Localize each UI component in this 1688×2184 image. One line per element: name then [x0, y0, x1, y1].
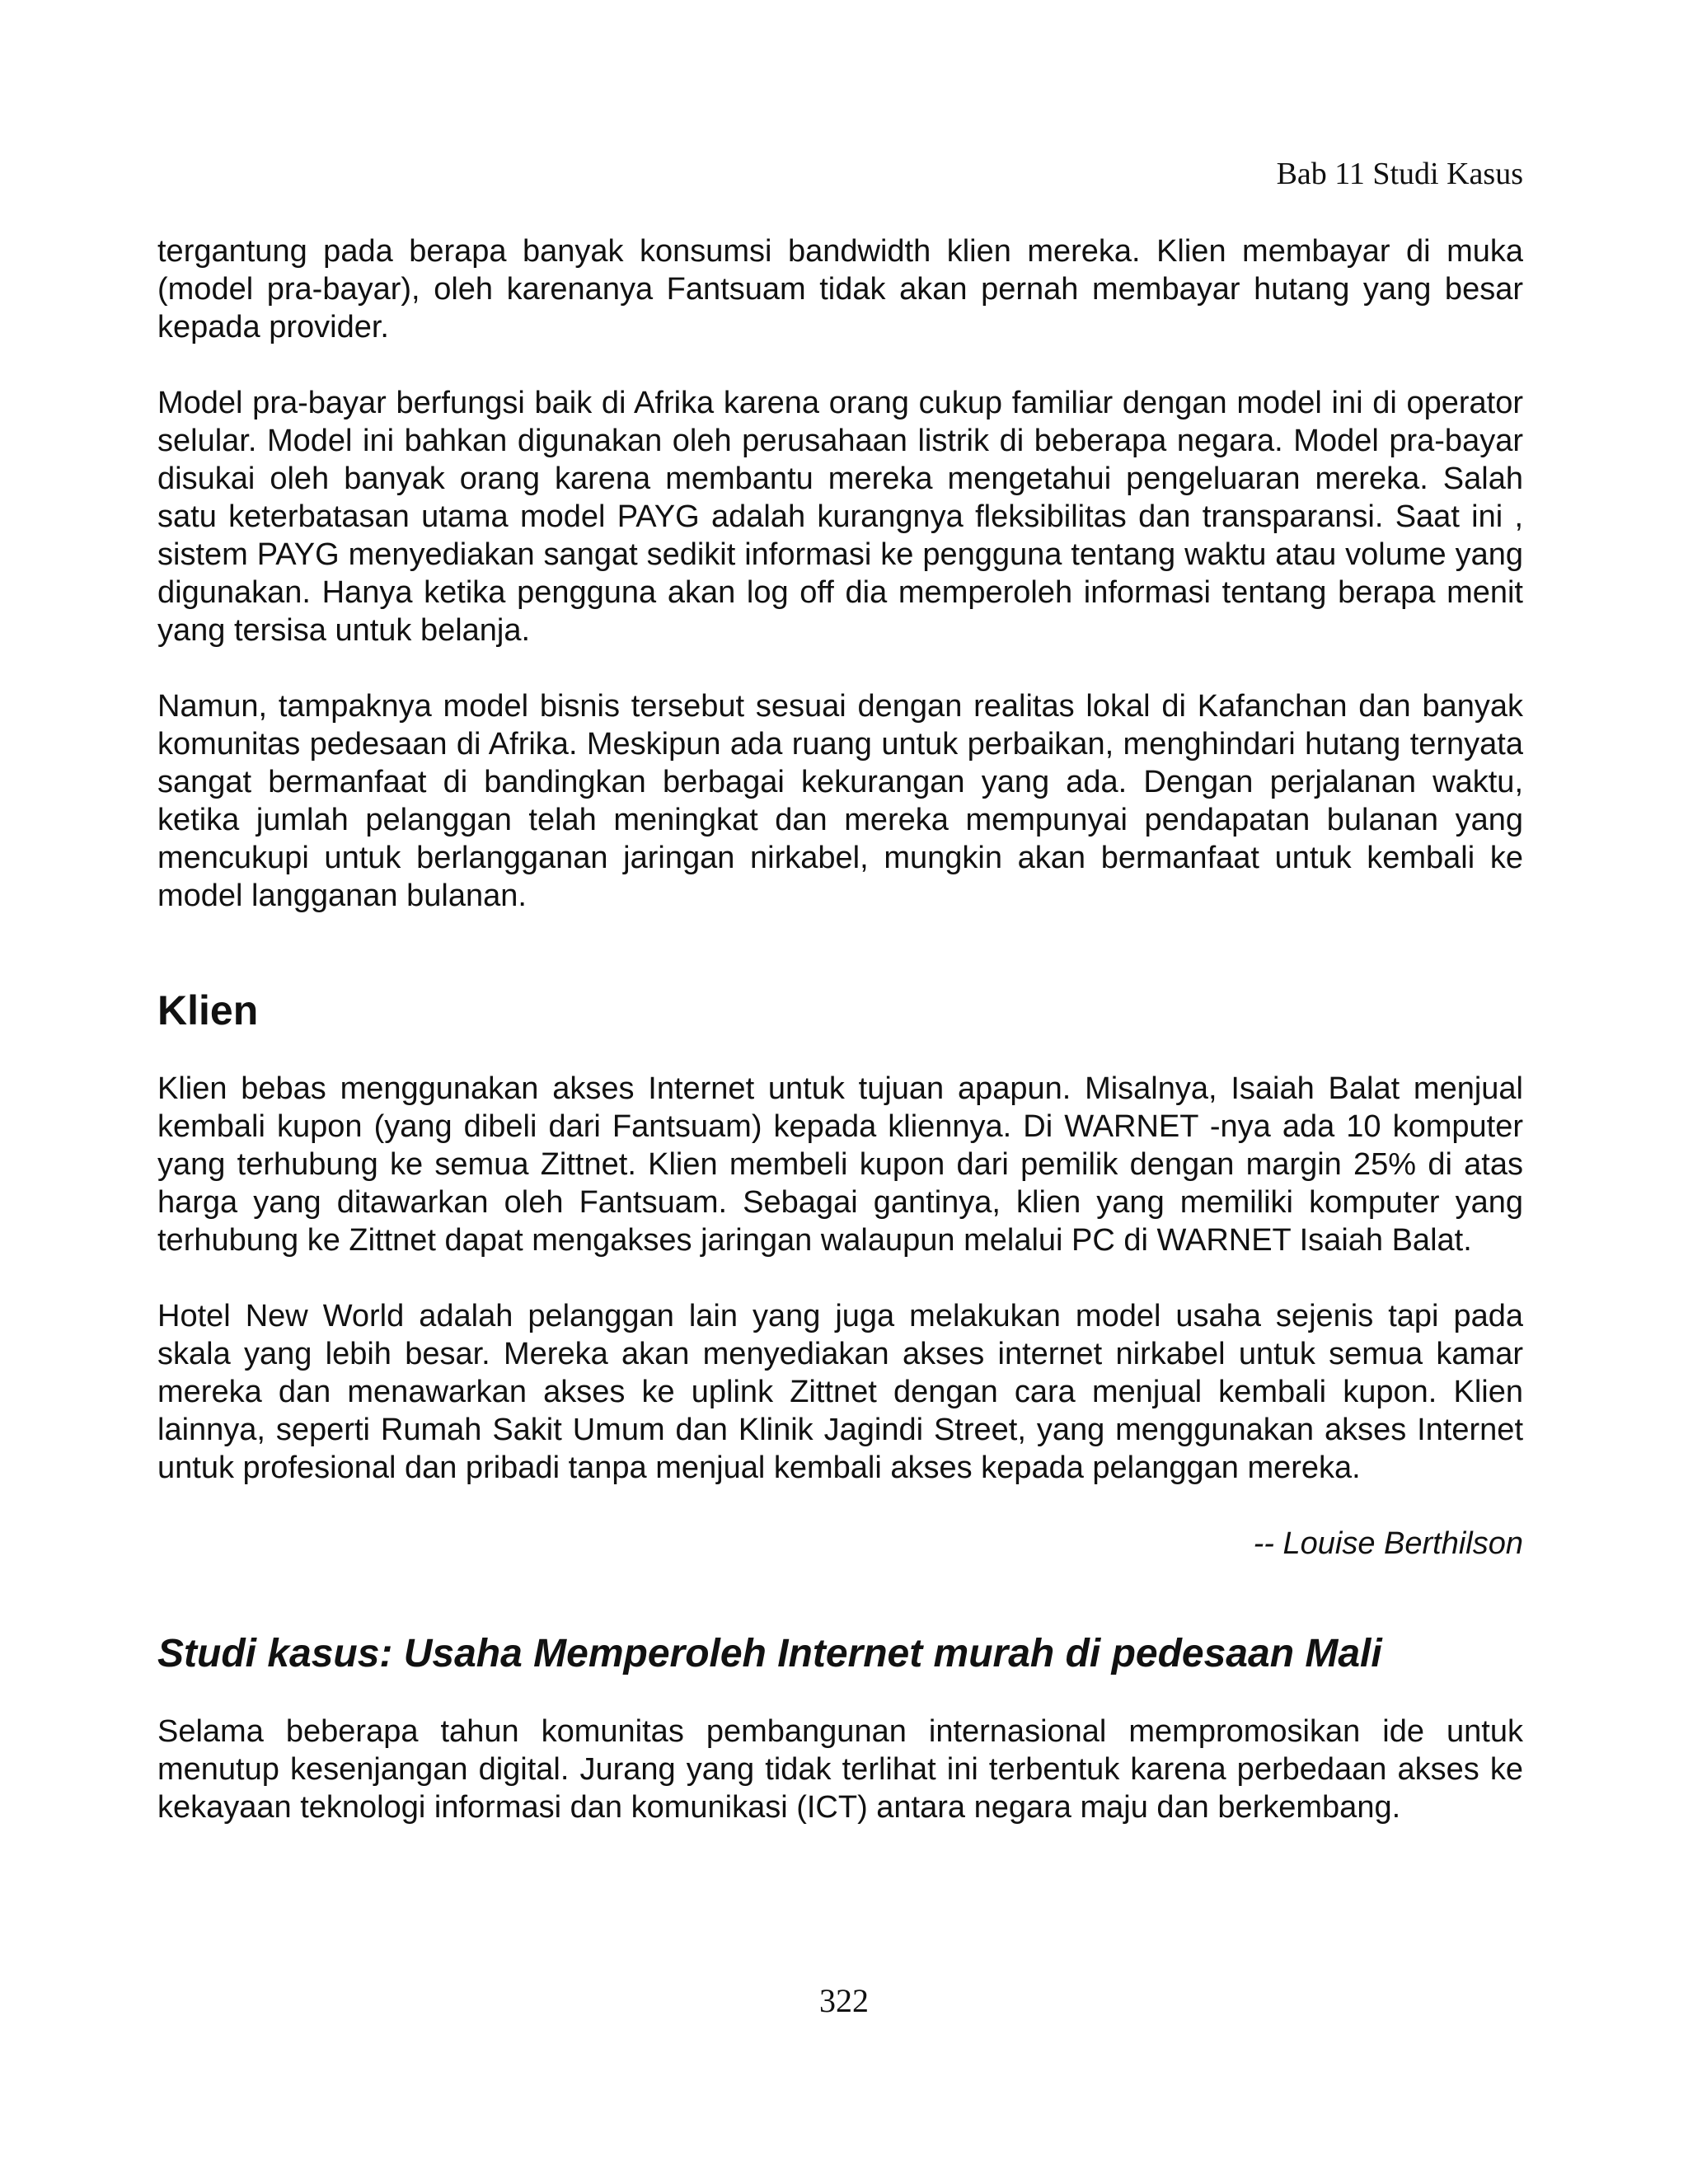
paragraph-clients-usage: Klien bebas menggunakan akses Internet untuk tujuan apapun. Misalnya, Isaiah Balat menjual kembali kupon (yang dibeli dari Fantsuam) kepada kliennya. Di WARNET -nya ada 10 komputer yang terhubung ke semua Zittnet. Klien membeli kupon dari pemilik dengan margin 25% di atas harga yang ditawarkan oleh Fantsuam. Sebagai gantinya, klien yang memiliki komputer yang terhubung ke Zittnet dapat mengakses jaringan walaupun melalui PC di WARNET Isaiah Balat. [157, 1071, 1523, 1258]
section-heading-case-study: Studi kasus: Usaha Memperoleh Internet murah di pedesaan Mali [157, 1632, 1382, 1675]
page-number: 322 [819, 1982, 869, 2019]
paragraph-digital-divide: Selama beberapa tahun komunitas pembangunan internasional mempromosikan ide untuk menutup kesenjangan digital. Jurang yang tidak terlihat ini terbentuk karena perbedaan akses ke kekayaan teknologi informasi dan komunikasi (ICT) antara negara maju dan berkembang. [157, 1714, 1523, 1825]
paragraph-prepaid-consumption: tergantung pada berapa banyak konsumsi bandwidth klien mereka. Klien membayar di muka (model pra-bayar), oleh karenanya Fantsuam tidak akan pernah membayar hutang yang besar kepada provider. [157, 234, 1523, 344]
running-header: Bab 11 Studi Kasus [1276, 157, 1523, 191]
page-content [157, 232, 1523, 1826]
section-heading-klien: Klien [157, 987, 259, 1033]
author-attribution: -- Louise Berthilson [1253, 1526, 1523, 1561]
paragraph-prepaid-model: Model pra-bayar berfungsi baik di Afrika karena orang cukup familiar dengan model ini di operator selular. Model ini bahkan digunakan oleh perusahaan listrik di beberapa negara. Model pra-bayar disukai oleh banyak orang karena membantu mereka mengetahui pengeluaran mereka. Salah satu keterbatasan utama model PAYG adalah kurangnya fleksibilitas dan transparansi. Saat ini , sistem PAYG menyediakan sangat sedikit informasi ke pengguna tentang waktu atau volume yang digunakan. Hanya ketika pengguna akan log off dia memperoleh informasi tentang berapa menit yang tersisa untuk belanja. [157, 386, 1523, 648]
paragraph-hotel-new-world: Hotel New World adalah pelanggan lain yang juga melakukan model usaha sejenis tapi pada skala yang lebih besar. Mereka akan menyediakan akses internet nirkabel untuk semua kamar mereka dan menawarkan akses ke uplink Zittnet dengan cara menjual kembali kupon. Klien lainnya, seperti Rumah Sakit Umum dan Klinik Jagindi Street, yang menggunakan akses Internet untuk profesional dan pribadi tanpa menjual kembali akses kepada pelanggan mereka. [157, 1299, 1523, 1485]
paragraph-business-model: Namun, tampaknya model bisnis tersebut sesuai dengan realitas lokal di Kafanchan dan banyak komunitas pedesaan di Afrika. Meskipun ada ruang untuk perbaikan, menghindari hutang ternyata sangat bermanfaat di bandingkan berbagai kekurangan yang ada. Dengan perjalanan waktu, ketika jumlah pelanggan telah meningkat dan mereka mempunyai pendapatan bulanan yang mencukupi untuk berlangganan jaringan nirkabel, mungkin akan bermanfaat untuk kembali ke model langganan bulanan. [157, 689, 1523, 913]
